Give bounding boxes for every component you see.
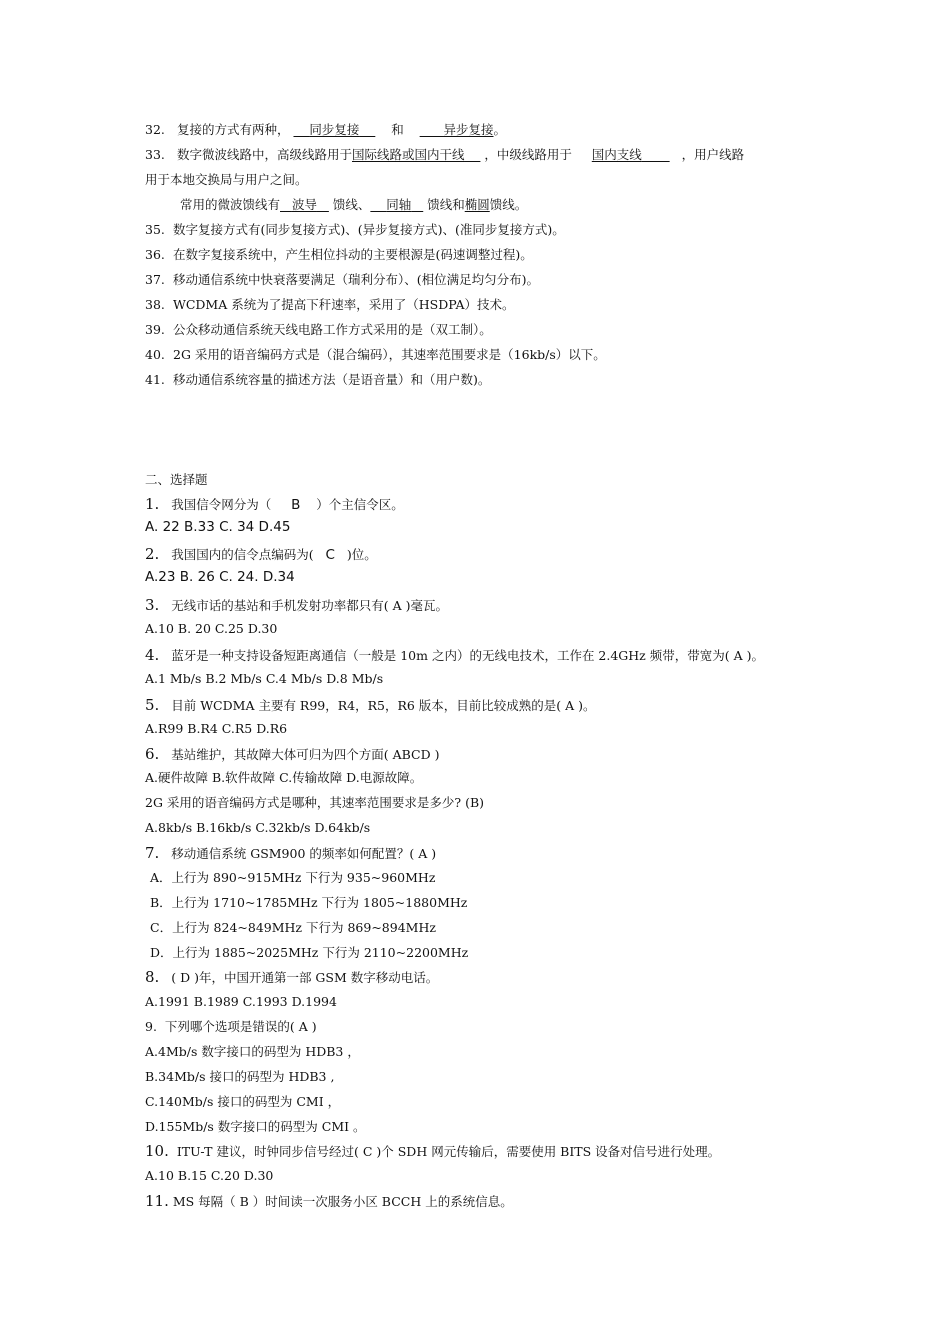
choice-option-9b: B.34Mb/s 接口的码型为 HDB3 , — [145, 1069, 335, 1084]
question-40: 40. 2G 采用的语音编码方式是（混合编码），其速率范围要求是（16kb/s）以下。 — [145, 347, 606, 362]
choice-question-4: 4. 蓝牙是一种支持设备短距离通信（一般是 10m 之内）的无线电技术，工作在 2.4GHz 频带，带宽为( A )。 — [145, 646, 764, 664]
question-37: 37. 移动通信系统中快衰落要满足（瑞利分布）、(相位满足均匀分布)。 — [145, 272, 540, 287]
choice-option-9d: D.155Mb/s 数字接口的码型为 CMI 。 — [145, 1119, 366, 1134]
choice-option-9a: A.4Mb/s 数字接口的码型为 HDB3 ， — [145, 1044, 360, 1059]
choice-options-2: A.23 B. 26 C. 24. D.34 — [145, 569, 295, 585]
choice-options-4: A.1 Mb/s B.2 Mb/s C.4 Mb/s D.8 Mb/s — [145, 671, 384, 686]
choice-question-5: 5. 目前 WCDMA 主要有 R99，R4，R5，R6 版本，目前比较成熟的是( A )。 — [145, 696, 596, 714]
choice-question-9: 9. 下列哪个选项是错误的( A ) — [145, 1019, 317, 1034]
question-34: 常用的微波馈线有 波导 馈线、 同轴 馈线和椭圆馈线。 — [180, 197, 528, 212]
question-36: 36. 在数字复接系统中，产生相位抖动的主要根源是(码速调整过程)。 — [145, 247, 533, 262]
question-33-continued: 用于本地交换局与用户之间。 — [145, 172, 308, 187]
choice-question-10: 10. ITU-T 建议，时钟同步信号经过( C )个 SDH 网元传输后，需要使用 BITS 设备对信号进行处理。 — [145, 1142, 721, 1160]
choice-question-3: 3. 无线市话的基站和手机发射功率都只有( A )毫瓦。 — [145, 596, 448, 614]
choice-question-2: 2. 我国国内的信令点编码为( C )位。 — [145, 545, 377, 563]
choice-option-7a: A．上行为 890~915MHz 下行为 935~960MHz — [150, 870, 436, 885]
choice-options-6: A.硬件故障 B.软件故障 C.传输故障 D.电源故障。 — [145, 770, 423, 785]
choice-options-10: A.10 B.15 C.20 D.30 — [145, 1168, 274, 1183]
choice-question-7: 7. 移动通信系统 GSM900 的频率如何配置？( A ) — [145, 844, 437, 862]
choice-option-7c: C．上行为 824~849MHz 下行为 869~894MHz — [150, 920, 436, 935]
question-38: 38. WCDMA 系统为了提高下秆速率，采用了（HSDPA）技术。 — [145, 297, 515, 312]
choice-options-6b: A.8kb/s B.16kb/s C.32kb/s D.64kb/s — [145, 820, 371, 835]
choice-question-6b: 2G 采用的语音编码方式是哪种，其速率范围要求是多少? (B) — [145, 795, 485, 810]
choice-option-9c: C.140Mb/s 接口的码型为 CMI ， — [145, 1094, 341, 1109]
choice-options-3: A.10 B. 20 C.25 D.30 — [145, 621, 278, 636]
question-35: 35. 数字复接方式有(同步复接方式)、(异步复接方式)、(准同步复接方式)。 — [145, 222, 565, 237]
choice-options-5: A.R99 B.R4 C.R5 D.R6 — [145, 721, 288, 736]
choice-options-1: A. 22 B.33 C. 34 D.45 — [145, 519, 291, 535]
choice-options-8: A.1991 B.1989 C.1993 D.1994 — [145, 994, 337, 1009]
choice-question-8: 8. ( D )年，中国开通第一部 GSM 数字移动电话。 — [145, 968, 439, 986]
question-39: 39. 公众移动通信系统天线电路工作方式采用的是（双工制）。 — [145, 322, 492, 337]
choice-question-1: 1. 我国信令网分为（ B ）个主信令区。 — [145, 495, 404, 513]
section-heading: 二、选择题 — [145, 472, 208, 487]
question-33: 33. 数字微波线路中，高级线路用于国际线路或国内干线 ，中级线路用于 国内支线 ，用户线路 — [145, 147, 745, 162]
choice-option-7d: D．上行为 1885~2025MHz 下行为 2110~2200MHz — [150, 945, 469, 960]
question-32: 32. 复接的方式有两种， 同步复接 和 异步复接。 — [145, 122, 507, 137]
choice-option-7b: B．上行为 1710~1785MHz 下行为 1805~1880MHz — [150, 895, 468, 910]
choice-question-6: 6. 基站维护，其故障大体可归为四个方面( ABCD ) — [145, 745, 440, 763]
choice-question-11: 11. MS 每隔（ B ）时间读一次服务小区 BCCH 上的系统信息。 — [145, 1192, 513, 1210]
question-41: 41. 移动通信系统容量的描述方法（是语音量）和（用户数)。 — [145, 372, 491, 387]
